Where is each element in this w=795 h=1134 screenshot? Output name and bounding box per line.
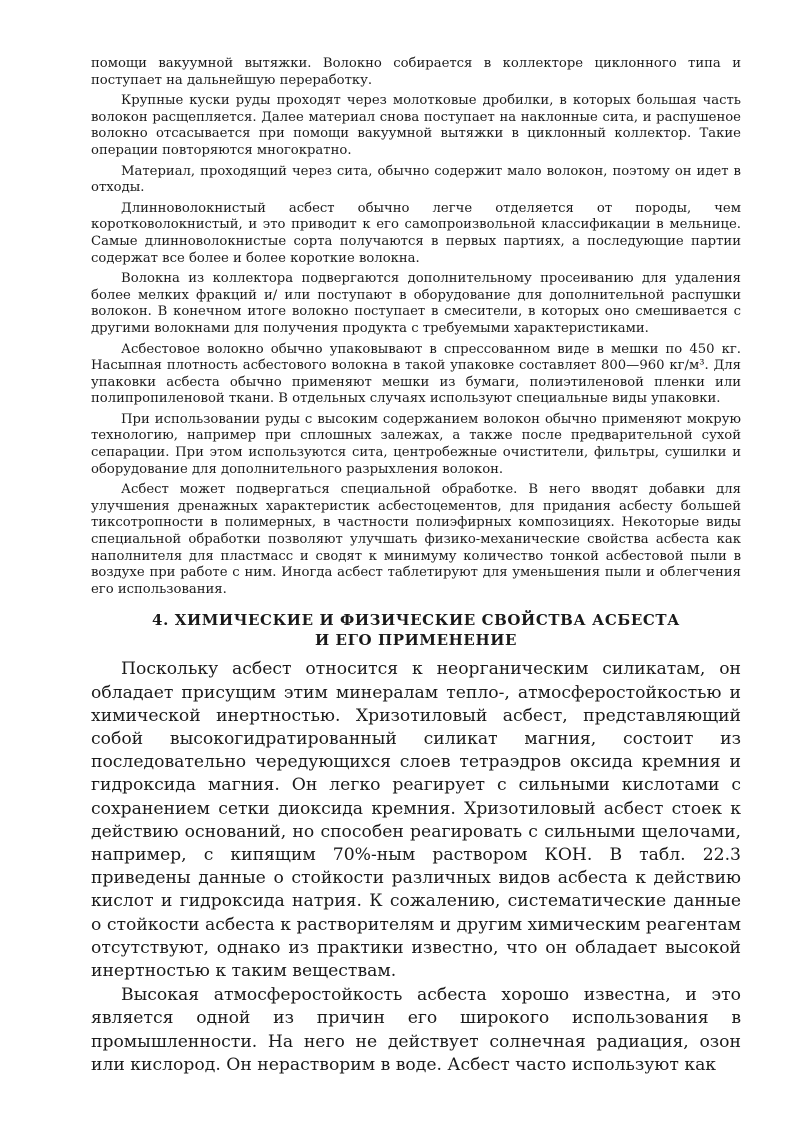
properties-section bbox=[91, 658, 741, 1077]
body-paragraph: Волокна из коллектора подвергаются дополнительному просеиванию для удаления более мелких фракций и/ или поступают в оборудование для дополнительной распушки волокон. В конечном итоге волокно поступает в смесители, в которых оно смешивается с другими волокнами для получения продукта с требуемыми характеристиками. bbox=[91, 271, 741, 336]
body-paragraph: помощи вакуумной вытяжки. Волокно собирается в коллекторе циклонного типа и поступает на дальнейшую переработку. bbox=[91, 56, 741, 88]
body-paragraph: При использовании руды с высоким содержанием волокон обычно применяют мокрую технологию, например при сплошных залежах, а также после предварительной сухой сепарации. При этом используются сита, центробежные очистители, фильтры, сушилки и оборудование для дополнительного разрыхления волокон. bbox=[91, 411, 741, 477]
body-paragraph: Материал, проходящий через сита, обычно содержит мало волокон, поэтому он идет в отходы. bbox=[91, 163, 741, 196]
body-paragraph: Длинноволокнистый асбест обычно легче отделяется от породы, чем коротковолокнистый, и это приводит к его самопроизвольной классификации в мельнице. Самые длинноволокнистые сорта получаются в первых партиях, а последующие партии содержат все более и более короткие волокна. bbox=[91, 200, 741, 266]
section-heading-line-1: 4. ХИМИЧЕСКИЕ И ФИЗИЧЕСКИЕ СВОЙСТВА АСБЕСТА bbox=[152, 611, 680, 630]
section-heading bbox=[91, 610, 741, 650]
document-page bbox=[91, 56, 741, 1077]
body-paragraph: Поскольку асбест относится к неорганическим силикатам, он обладает присущим этим минералам тепло-, атмосферостойкостью и химической инертностью. Хризотиловый асбест, представляющий собой высокогидратированный силикат магния, состоит из последовательно чередующихся слоев тетраэдров оксида кремния и гидроксида магния. Он легко реагирует с сильными кислотами с сохранением сетки диоксида кремния. Хризотиловый асбест стоек к действию оснований, но способен реагировать с сильными щелочами, например, с кипящим 70%-ным раствором КОН. В табл. 22.3 приведены данные о стойкости различных видов асбеста к действию кислот и гидроксида натрия. К сожалению, систематические данные о стойкости асбеста к растворителям и другим химическим реагентам отсутствуют, однако из практики известно, что он обладает высокой инертностью к таким веществам. bbox=[91, 659, 741, 982]
body-paragraph: Высокая атмосферостойкость асбеста хорошо известна, и это является одной из причин его широкого использования в промышленности. На него не действует солнечная радиация, озон или кислород. Он нерастворим в воде. Асбест часто используют как bbox=[91, 985, 741, 1075]
body-paragraph: Крупные куски руды проходят через молотковые дробилки, в которых большая часть волокон расщепляется. Далее материал снова поступает на наклонные сита, и распушеное волокно отсасывается при помощи вакуумной вытяжки в циклонный коллектор. Такие операции повторяются многократно. bbox=[91, 93, 741, 158]
process-description-section bbox=[91, 56, 741, 598]
section-heading-line-2: И ЕГО ПРИМЕНЕНИЕ bbox=[314, 631, 518, 650]
body-paragraph: Асбестовое волокно обычно упаковывают в спрессованном виде в мешки по 450 кг. Насыпная плотность асбестового волокна в такой упаковке составляет 800—960 кг/м³. Для упаковки асбеста обычно применяют мешки из бумаги, полиэтиленовой пленки или полипропиленовой ткани. В отдельных случаях используют специальные виды упаковки. bbox=[91, 341, 741, 407]
body-paragraph: Асбест может подвергаться специальной обработке. В него вводят добавки для улучшения дренажных характеристик асбестоцементов, для придания асбесту большей тиксотропности в полимерных, в частности полиэфирных композициях. Некоторые виды специальной обработки позволяют улучшать физико-механические свойства асбеста как наполнителя для пластмасс и сводят к минимуму количество тонкой асбестовой пыли в воздухе при работе с ним. Иногда асбест таблетируют для уменьшения пыли и облегчения его использования. bbox=[91, 482, 741, 597]
